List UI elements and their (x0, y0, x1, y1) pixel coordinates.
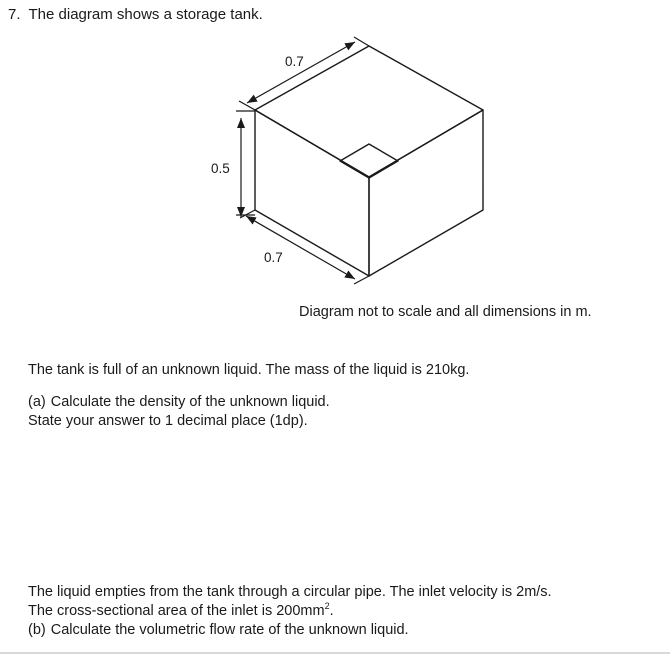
tank-statement: The tank is full of an unknown liquid. The mass of the liquid is 210kg. (28, 362, 470, 378)
part-b-area-period: . (329, 603, 334, 619)
tank-box (255, 46, 483, 276)
part-b-area-exponent: 2 (324, 601, 330, 611)
bottom-depth-extension-left (240, 210, 255, 218)
question-number: 7. (8, 6, 21, 23)
part-b-label: (b) (28, 622, 46, 638)
question-intro: The diagram shows a storage tank. (28, 6, 263, 23)
part-b-line3 (28, 621, 552, 640)
tank-front-right-face (369, 110, 483, 276)
top-width-extension-right (354, 37, 369, 46)
tank-front-left-face (255, 110, 369, 276)
dimension-label-height: 0.5 (211, 161, 230, 176)
bottom-depth-arrow (246, 216, 355, 279)
top-width-arrow (247, 42, 355, 103)
part-b-area-statement (28, 602, 552, 621)
dimension-lines (236, 37, 369, 284)
part-b (28, 583, 552, 640)
tank-inner-bottom (340, 144, 398, 178)
diagram-caption: Diagram not to scale and all dimensions in m. (299, 304, 592, 320)
question-title (8, 6, 263, 23)
part-a-question: Calculate the density of the unknown liquid. (50, 394, 330, 410)
bottom-depth-extension-right (354, 276, 369, 284)
dimension-label-top-width: 0.7 (285, 54, 304, 69)
part-b-question: Calculate the volumetric flow rate of the unknown liquid. (50, 622, 409, 638)
dimension-label-bottom-depth: 0.7 (264, 250, 283, 265)
part-a-line1 (28, 393, 330, 412)
part-a-label: (a) (28, 394, 46, 410)
part-b-area-text: The cross-sectional area of the inlet is 200mm (28, 603, 325, 619)
top-width-extension-left (239, 101, 255, 110)
part-b-pipe-statement: The liquid empties from the tank through a circular pipe. The inlet velocity is 2m/s. (28, 584, 552, 600)
part-a-line2: State your answer to 1 decimal place (1dp). (28, 413, 308, 429)
tank-top-face (255, 46, 483, 177)
part-a (28, 393, 330, 431)
